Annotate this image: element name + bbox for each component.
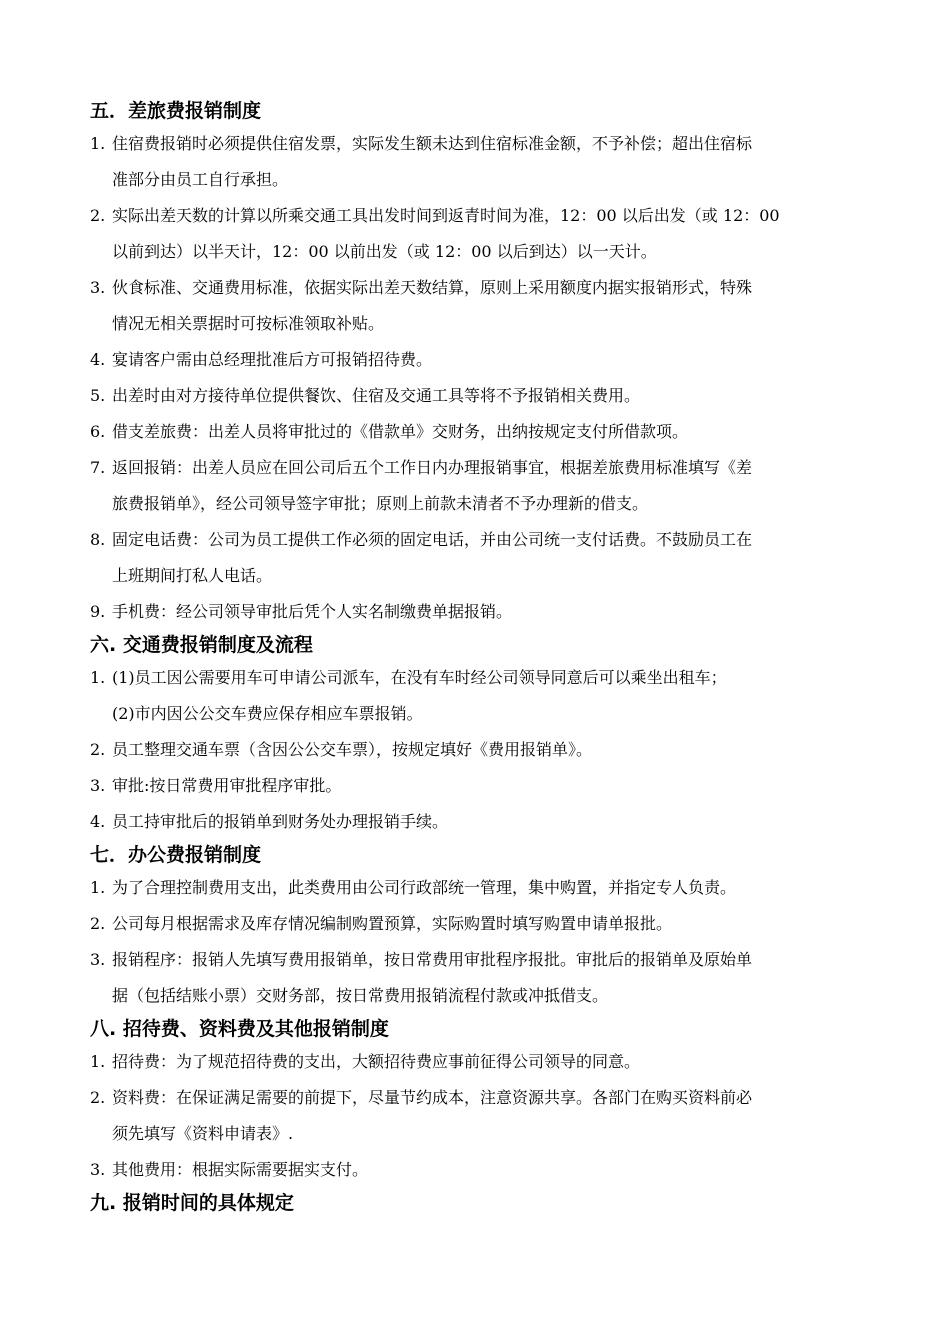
list-item-text <box>112 378 880 414</box>
list-item-line: 返回报销：出差人员应在回公司后五个工作日内办理报销事宜，根据差旅费用标准填写《差 <box>112 458 753 477</box>
list-item-number: 4. <box>90 812 106 831</box>
list-item-line: 为了合理控制费用支出，此类费用由公司行政部统一管理，集中购置，并指定专人负责。 <box>112 878 737 897</box>
list-item-number: 2. <box>90 740 106 759</box>
list-item-number: 1. <box>90 668 106 687</box>
list-item-number: 9. <box>90 602 106 621</box>
list-item-text <box>112 1080 880 1152</box>
list-item-text <box>112 126 880 198</box>
list-item-line: 情况无相关票据时可按标准领取补贴。 <box>112 314 385 333</box>
list-item-number: 4. <box>90 350 106 369</box>
list-item <box>90 906 880 942</box>
list-item-line: 报销程序：报销人先填写费用报销单，按日常费用审批程序报批。审批后的报销单及原始单 <box>112 950 753 969</box>
list-item <box>90 450 880 522</box>
list-item-line: 据（包括结账小票）交财务部，按日常费用报销流程付款或冲抵借支。 <box>112 986 609 1005</box>
list-item-text <box>112 198 880 270</box>
list-item-line: 出差时由对方接待单位提供餐饮、住宿及交通工具等将不予报销相关费用。 <box>112 386 641 405</box>
list-item-text <box>112 270 880 342</box>
section-title: 九. 报销时间的具体规定 <box>90 1192 294 1214</box>
list-item-number: 2. <box>90 1088 106 1107</box>
section <box>90 840 880 1014</box>
list-item-line: 准部分由员工自行承担。 <box>112 170 289 189</box>
list-item <box>90 126 880 198</box>
list-item <box>90 732 880 768</box>
list-item-line: 上班期间打私人电话。 <box>112 566 273 585</box>
section <box>90 1188 880 1218</box>
list-item-number: 6. <box>90 422 106 441</box>
list-item-text <box>112 594 880 630</box>
list-item-line: 伙食标准、交通费用标准，依据实际出差天数结算，原则上采用额度内据实报销形式，特殊 <box>112 278 753 297</box>
list-item-line: 宴请客户需由总经理批准后方可报销招待费。 <box>112 350 433 369</box>
list-item-text <box>112 342 880 378</box>
list-item <box>90 414 880 450</box>
list-item-line: 手机费：经公司领导审批后凭个人实名制缴费单据报销。 <box>112 602 513 621</box>
list-item-text <box>112 768 880 804</box>
list-item <box>90 768 880 804</box>
list-item <box>90 342 880 378</box>
list-item <box>90 942 880 1014</box>
section-title: 五．差旅费报销制度 <box>90 100 262 122</box>
list-item-text <box>112 870 880 906</box>
list-item-line: 须先填写《资料申请表》. <box>112 1124 294 1143</box>
list-item-line: 员工持审批后的报销单到财务处办理报销手续。 <box>112 812 449 831</box>
list-item-number: 1. <box>90 1052 106 1071</box>
list-item-line: 以前到达）以半天计，12：00 以前出发（或 12：00 以后到达）以一天计。 <box>112 242 657 261</box>
list-item-line: 固定电话费：公司为员工提供工作必须的固定电话，并由公司统一支付话费。不鼓励员工在 <box>112 530 753 549</box>
list-item-line: 员工整理交通车票（含因公公交车票），按规定填好《费用报销单》。 <box>112 740 593 759</box>
list-item-line: 资料费：在保证满足需要的前提下，尽量节约成本，注意资源共享。各部门在购买资料前必 <box>112 1088 753 1107</box>
list-item <box>90 1044 880 1080</box>
list-item-number: 7. <box>90 458 106 477</box>
list-item-number: 2. <box>90 206 106 225</box>
list-item-number: 3. <box>90 1160 106 1179</box>
list-item-line: (2)市内因公公交车费应保存相应车票报销。 <box>112 704 423 723</box>
list-item-text <box>112 942 880 1014</box>
list-item-text <box>112 414 880 450</box>
list-item-number: 2. <box>90 914 106 933</box>
list-item-text <box>112 804 880 840</box>
section <box>90 1014 880 1188</box>
list-item-line: 审批:按日常费用审批程序审批。 <box>112 776 342 795</box>
list-item-text <box>112 732 880 768</box>
list-item-text <box>112 522 880 594</box>
list-item-number: 3. <box>90 950 106 969</box>
section <box>90 96 880 630</box>
list-item-number: 8. <box>90 530 106 549</box>
list-item <box>90 1080 880 1152</box>
section-title: 七．办公费报销制度 <box>90 844 262 866</box>
list-item-number: 1. <box>90 878 106 897</box>
list-item-text <box>112 660 880 732</box>
list-item-text <box>112 1044 880 1080</box>
section-title: 八. 招待费、资料费及其他报销制度 <box>90 1018 389 1040</box>
list-item <box>90 522 880 594</box>
list-item-line: 旅费报销单》，经公司领导签字审批；原则上前款未清者不予办理新的借支。 <box>112 494 649 513</box>
list-item <box>90 378 880 414</box>
list-item-line: 住宿费报销时必须提供住宿发票，实际发生额未达到住宿标准金额，不予补偿；超出住宿标 <box>112 134 753 153</box>
section-title: 六. 交通费报销制度及流程 <box>90 634 313 656</box>
list-item-line: 借支差旅费：出差人员将审批过的《借款单》交财务，出纳按规定支付所借款项。 <box>112 422 689 441</box>
list-item <box>90 660 880 732</box>
list-item <box>90 270 880 342</box>
list-item-line: 其他费用：根据实际需要据实支付。 <box>112 1160 369 1179</box>
document-body <box>90 96 880 1218</box>
list-item-number: 5. <box>90 386 106 405</box>
list-item-number: 3. <box>90 278 106 297</box>
section <box>90 630 880 840</box>
list-item-line: 招待费：为了规范招待费的支出，大额招待费应事前征得公司领导的同意。 <box>112 1052 641 1071</box>
list-item <box>90 1152 880 1188</box>
list-item <box>90 198 880 270</box>
list-item-text <box>112 450 880 522</box>
list-item-line: 公司每月根据需求及库存情况编制购置预算，实际购置时填写购置申请单报批。 <box>112 914 673 933</box>
list-item-text <box>112 1152 880 1188</box>
list-item <box>90 594 880 630</box>
list-item-line: (1)员工因公需要用车可申请公司派车，在没有车时经公司领导同意后可以乘坐出租车； <box>112 668 727 687</box>
list-item-number: 3. <box>90 776 106 795</box>
list-item <box>90 870 880 906</box>
list-item-text <box>112 906 880 942</box>
list-item-number: 1. <box>90 134 106 153</box>
list-item-line: 实际出差天数的计算以所乘交通工具出发时间到返青时间为准，12：00 以后出发（或 12：00 <box>112 206 780 225</box>
list-item <box>90 804 880 840</box>
